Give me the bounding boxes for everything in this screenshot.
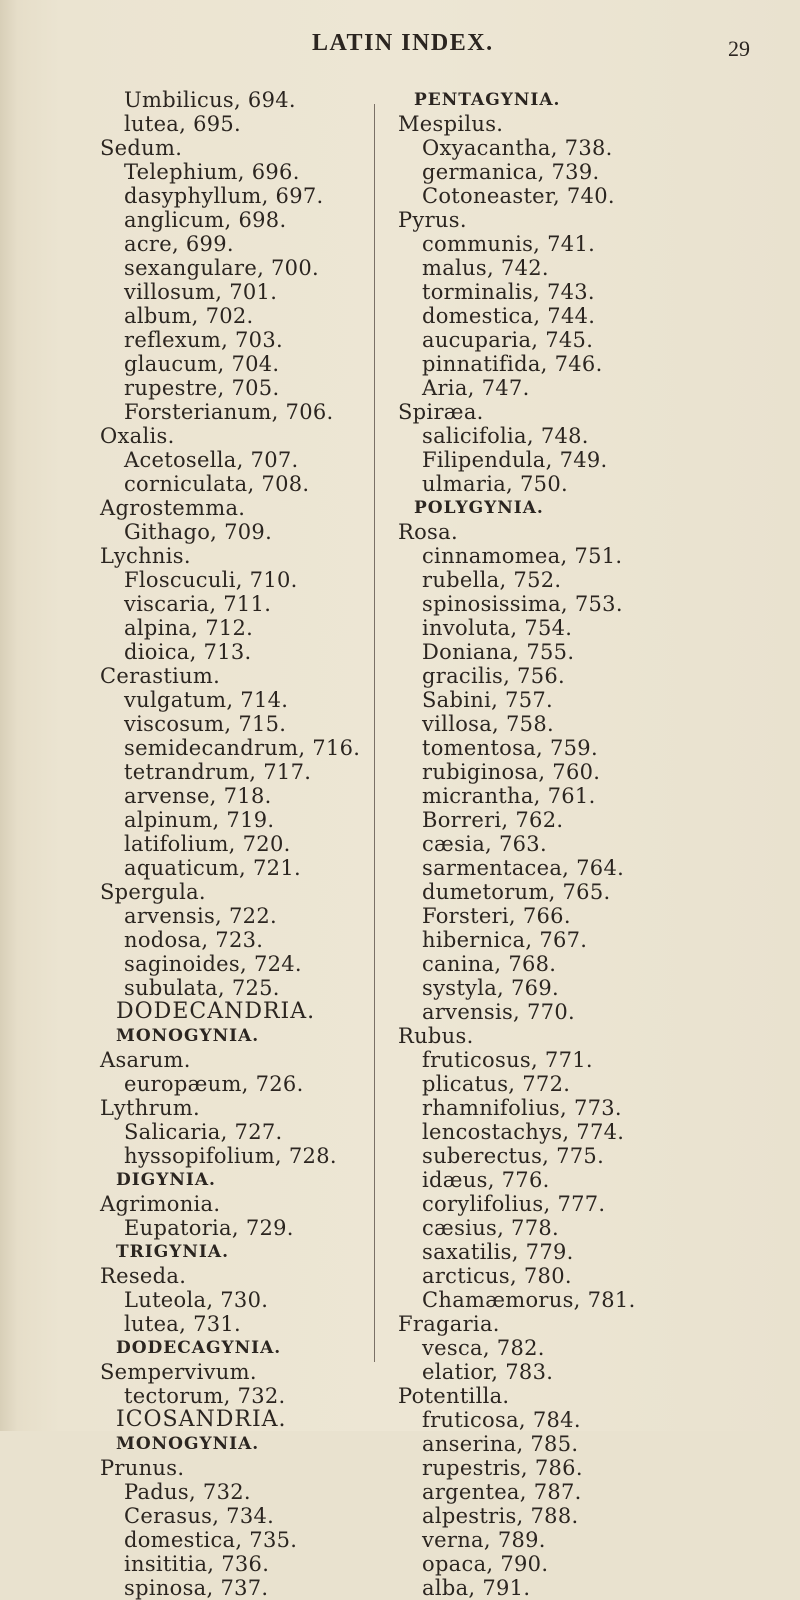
species-entry: fruticosus, 771. [422,1048,593,1072]
species-entry: idæus, 776. [422,1168,550,1192]
section-heading: TRIGYNIA. [116,1242,229,1262]
genus-entry: Fragaria. [398,1312,500,1336]
species-entry: Telephium, 696. [124,160,300,184]
genus-entry: Pyrus. [398,208,467,232]
species-entry: corniculata, 708. [124,472,310,496]
species-entry: Filipendula, 749. [422,448,608,472]
section-heading: DODECANDRIA. [116,999,316,1024]
species-entry: cinnamomea, 751. [422,544,623,568]
section-heading: DODECAGYNIA. [116,1338,282,1358]
species-entry: Floscuculi, 710. [124,568,298,592]
species-entry: subulata, 725. [124,976,280,1000]
species-entry: elatior, 783. [422,1360,554,1384]
genus-entry: Rosa. [398,520,458,544]
species-entry: Forsteri, 766. [422,904,571,928]
species-entry: Umbilicus, 694. [124,88,296,112]
species-entry: villosum, 701. [124,280,278,304]
species-entry: Acetosella, 707. [124,448,299,472]
species-entry: opaca, 790. [422,1552,549,1576]
species-entry: plicatus, 772. [422,1072,571,1096]
genus-entry: Rubus. [398,1024,474,1048]
species-entry: latifolium, 720. [124,832,291,856]
species-entry: Aria, 747. [422,376,530,400]
species-entry: Salicaria, 727. [124,1120,283,1144]
species-entry: rupestre, 705. [124,376,280,400]
species-entry: dioica, 713. [124,640,252,664]
species-entry: acre, 699. [124,232,234,256]
species-entry: vesca, 782. [422,1336,545,1360]
species-entry: Cotoneaster, 740. [422,184,615,208]
genus-entry: Cerastium. [100,664,221,688]
species-entry: tetrandrum, 717. [124,760,312,784]
genus-entry: Potentilla. [398,1384,510,1408]
species-entry: canina, 768. [422,952,557,976]
species-entry: alpinum, 719. [124,808,275,832]
species-entry: viscosum, 715. [124,712,287,736]
species-entry: hibernica, 767. [422,928,588,952]
species-entry: arvense, 718. [124,784,272,808]
species-entry: Cerasus, 734. [124,1504,275,1528]
species-entry: spinosissima, 753. [422,592,623,616]
species-entry: aquaticum, 721. [124,856,301,880]
left-index-column [100,88,370,1600]
genus-entry: Prunus. [100,1456,185,1480]
species-entry: Eupatoria, 729. [124,1216,294,1240]
species-entry: europæum, 726. [124,1072,304,1096]
species-entry: Luteola, 730. [124,1288,269,1312]
species-entry: album, 702. [124,304,254,328]
species-entry: domestica, 735. [124,1528,298,1552]
species-entry: aucuparia, 745. [422,328,594,352]
species-entry: villosa, 758. [422,712,554,736]
species-entry: anserina, 785. [422,1432,579,1456]
species-entry: malus, 742. [422,256,549,280]
genus-entry: Spiræa. [398,400,484,424]
species-entry: lutea, 695. [124,112,242,136]
page-number: 29 [728,36,750,61]
species-entry: involuta, 754. [422,616,573,640]
species-entry: rubella, 752. [422,568,562,592]
species-entry: reflexum, 703. [124,328,283,352]
section-heading: ICOSANDRIA. [116,1407,287,1432]
species-entry: vulgatum, 714. [124,688,289,712]
section-heading: MONOGYNIA. [116,1434,260,1454]
species-entry: anglicum, 698. [124,208,287,232]
genus-entry: Agrimonia. [100,1192,221,1216]
species-entry: hyssopifolium, 728. [124,1144,337,1168]
column-divider [374,104,375,1362]
species-entry: glaucum, 704. [124,352,280,376]
species-entry: gracilis, 756. [422,664,565,688]
genus-entry: Asarum. [100,1048,191,1072]
species-entry: suberectus, 775. [422,1144,605,1168]
species-entry: viscaria, 711. [124,592,272,616]
species-entry: alpestris, 788. [422,1504,579,1528]
species-entry: saxatilis, 779. [422,1240,574,1264]
genus-entry: Lythrum. [100,1096,200,1120]
species-entry: alba, 791. [422,1576,531,1600]
section-heading: DIGYNIA. [116,1170,216,1190]
species-entry: arvensis, 770. [422,1000,575,1024]
species-entry: salicifolia, 748. [422,424,589,448]
species-entry: Borreri, 762. [422,808,564,832]
section-heading: POLYGYNIA. [414,498,544,518]
species-entry: Padus, 732. [124,1480,251,1504]
species-entry: spinosa, 737. [124,1576,269,1600]
species-entry: germanica, 739. [422,160,600,184]
species-entry: rupestris, 786. [422,1456,583,1480]
species-entry: arvensis, 722. [124,904,277,928]
species-entry: tectorum, 732. [124,1384,286,1408]
species-entry: pinnatifida, 746. [422,352,603,376]
genus-entry: Agrostemma. [100,496,246,520]
species-entry: dumetorum, 765. [422,880,611,904]
species-entry: lutea, 731. [124,1312,242,1336]
species-entry: domestica, 744. [422,304,596,328]
genus-entry: Sempervivum. [100,1360,257,1384]
species-entry: cæsius, 778. [422,1216,560,1240]
species-entry: sexangulare, 700. [124,256,319,280]
species-entry: corylifolius, 777. [422,1192,606,1216]
species-entry: verna, 789. [422,1528,546,1552]
section-heading: MONOGYNIA. [116,1026,260,1046]
species-entry: arcticus, 780. [422,1264,572,1288]
species-entry: argentea, 787. [422,1480,582,1504]
species-entry: ulmaria, 750. [422,472,568,496]
genus-entry: Mespilus. [398,112,504,136]
genus-entry: Sedum. [100,136,183,160]
species-entry: Githago, 709. [124,520,273,544]
species-entry: sarmentacea, 764. [422,856,625,880]
species-entry: lencostachys, 774. [422,1120,625,1144]
species-entry: tomentosa, 759. [422,736,598,760]
species-entry: Forsterianum, 706. [124,400,334,424]
species-entry: alpina, 712. [124,616,254,640]
species-entry: Sabini, 757. [422,688,554,712]
species-entry: rhamnifolius, 773. [422,1096,622,1120]
species-entry: fruticosa, 784. [422,1408,581,1432]
genus-entry: Reseda. [100,1264,187,1288]
species-entry: cæsia, 763. [422,832,547,856]
species-entry: nodosa, 723. [124,928,264,952]
species-entry: rubiginosa, 760. [422,760,601,784]
species-entry: torminalis, 743. [422,280,595,304]
species-entry: Oxyacantha, 738. [422,136,613,160]
species-entry: insititia, 736. [124,1552,270,1576]
genus-entry: Spergula. [100,880,206,904]
genus-entry: Lychnis. [100,544,191,568]
section-heading: PENTAGYNIA. [414,90,561,110]
species-entry: systyla, 769. [422,976,559,1000]
species-entry: micrantha, 761. [422,784,596,808]
page-title: LATIN INDEX. [312,30,494,56]
species-entry: Chamæmorus, 781. [422,1288,636,1312]
species-entry: communis, 741. [422,232,596,256]
species-entry: dasyphyllum, 697. [124,184,324,208]
species-entry: semidecandrum, 716. [124,736,361,760]
right-index-column [398,88,798,1600]
species-entry: saginoides, 724. [124,952,302,976]
genus-entry: Oxalis. [100,424,175,448]
species-entry: Doniana, 755. [422,640,575,664]
